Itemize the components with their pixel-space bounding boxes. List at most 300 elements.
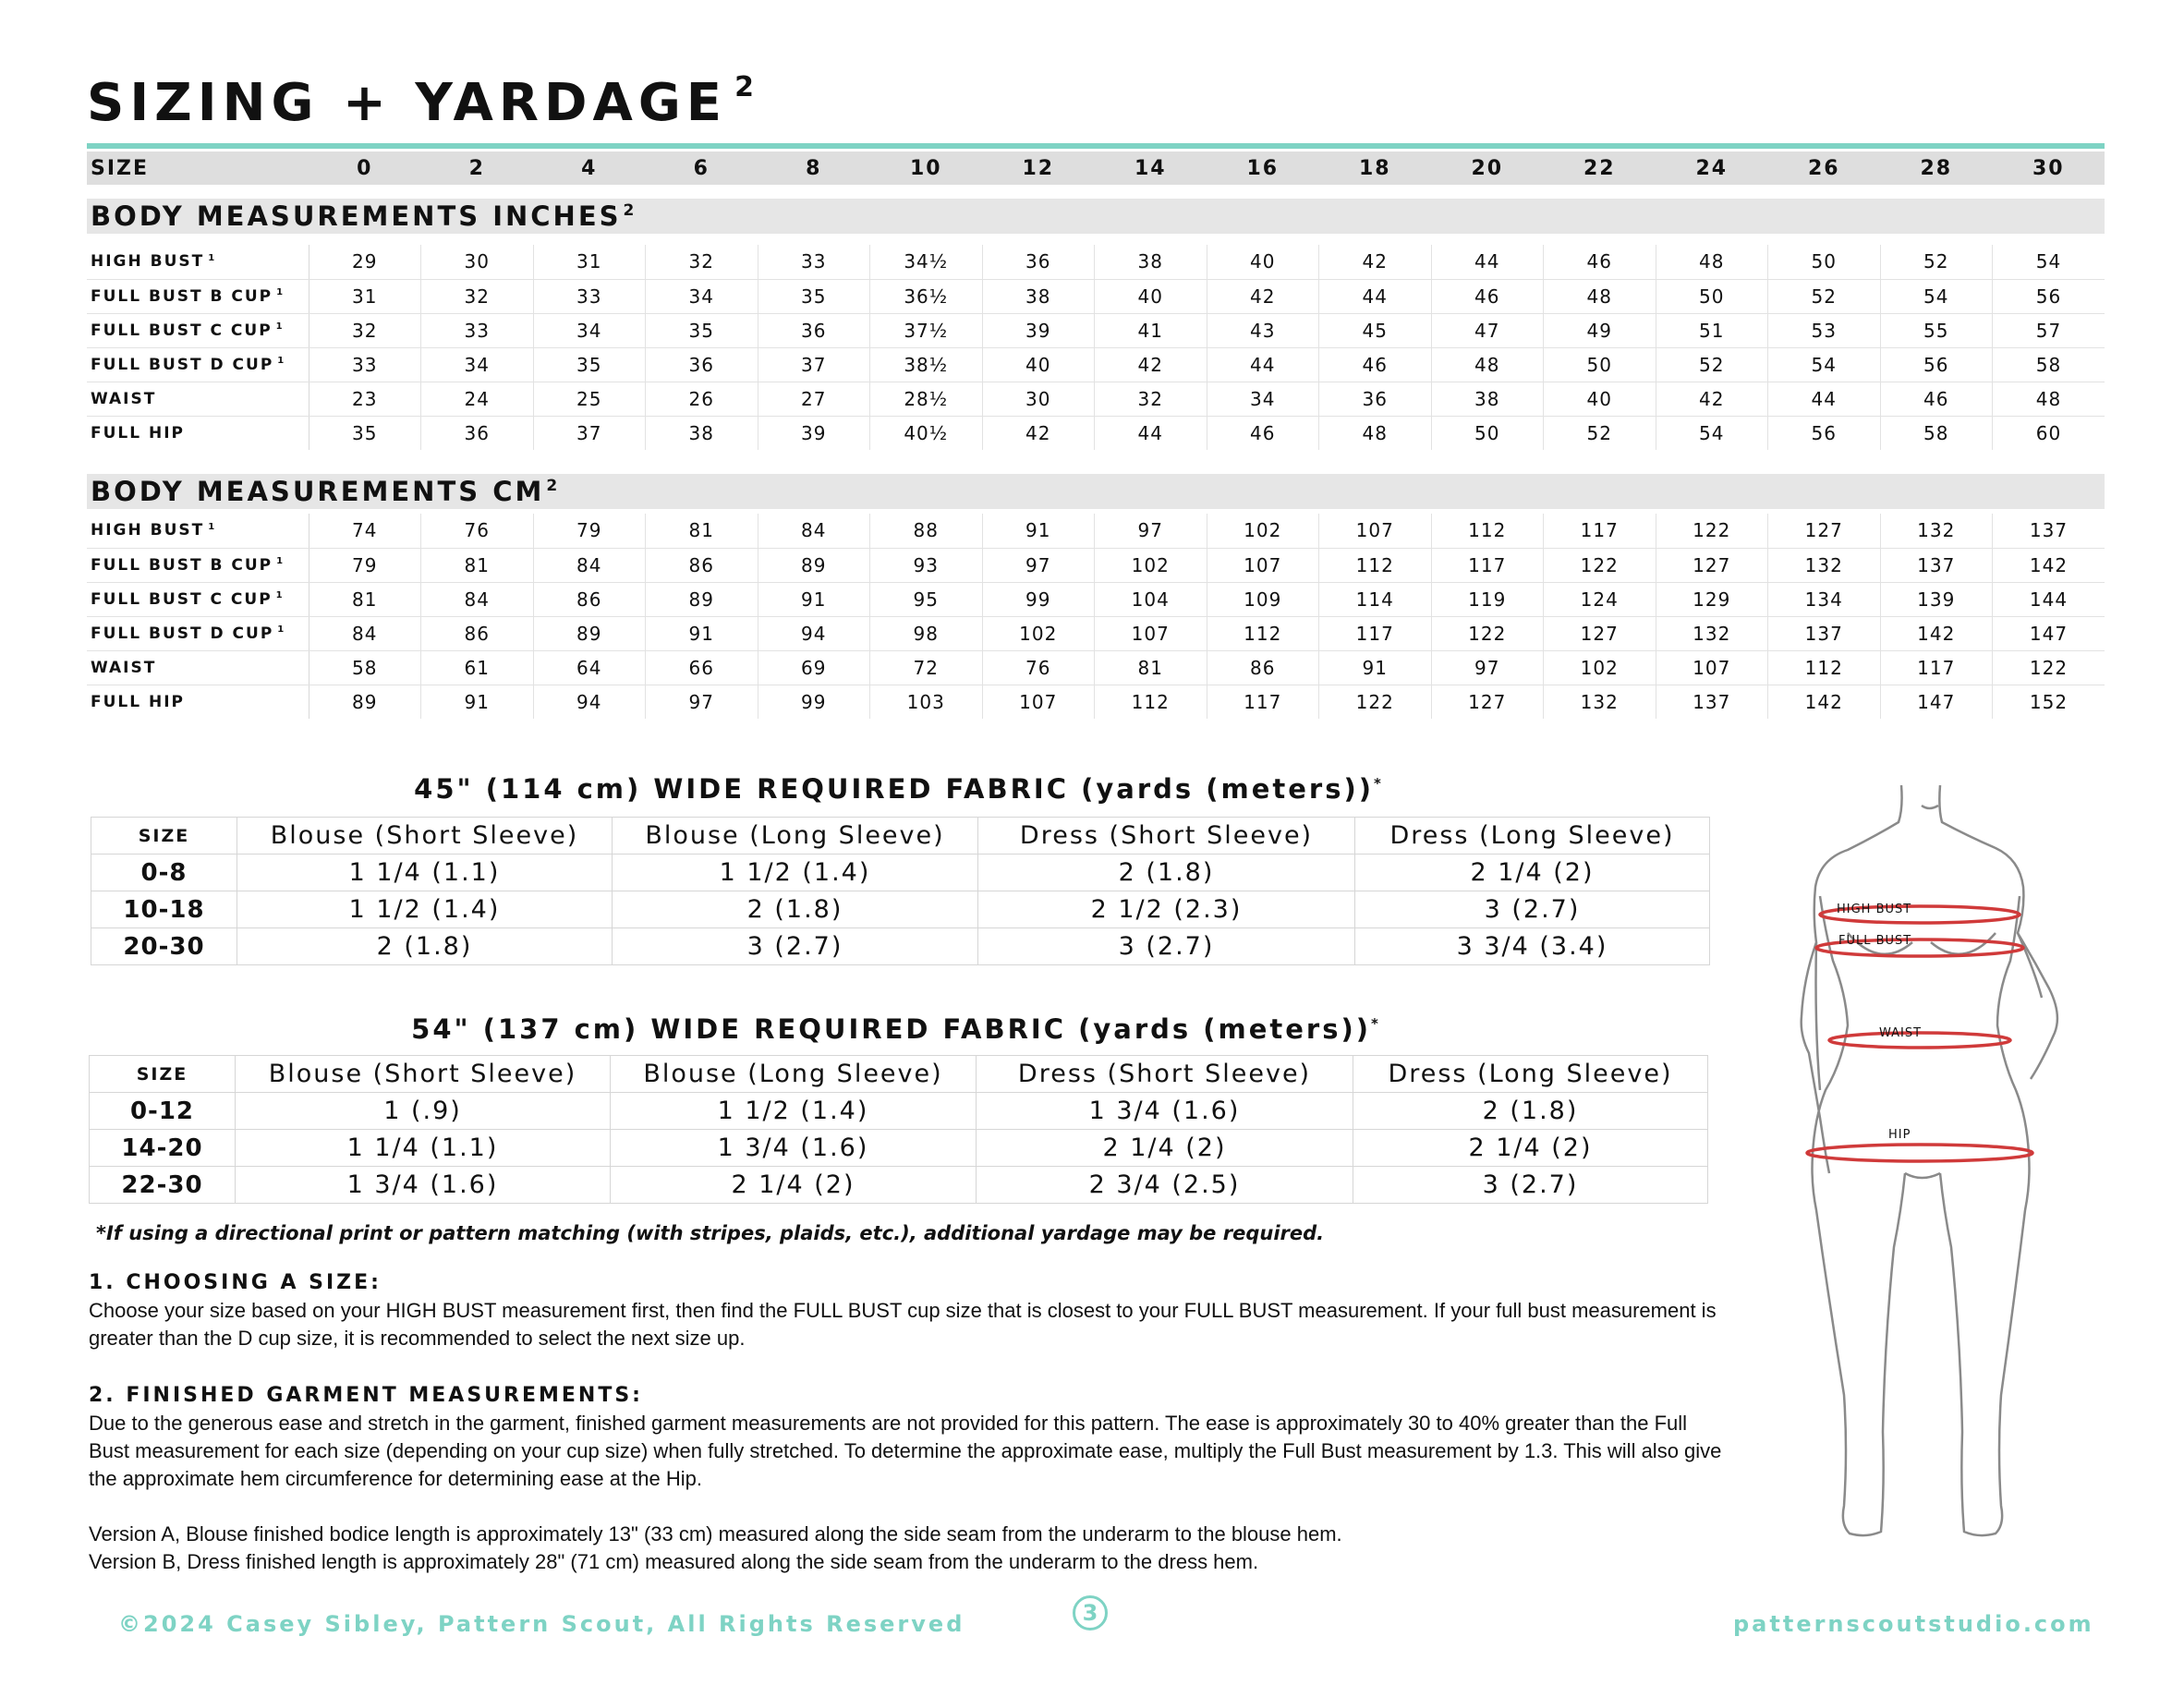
- measurement-value: 122: [1993, 650, 2105, 685]
- measurement-value: 97: [1095, 514, 1207, 548]
- yardage-value: 1 1/4 (1.1): [237, 855, 613, 891]
- measurement-value: 107: [1319, 514, 1432, 548]
- version-b-text: Version B, Dress finished length is approximately 28" (71 cm) measured along the side seam from the underarm to the dress hem.: [89, 1550, 1259, 1573]
- measurement-label: HIGH BUST $^1$: [87, 245, 309, 279]
- measurement-value: 28½: [870, 382, 983, 416]
- yardage-column-header: Dress (Long Sleeve): [1355, 818, 1710, 855]
- measurement-value: 117: [1544, 514, 1656, 548]
- measurement-value: 72: [870, 650, 983, 685]
- measurement-value: 91: [421, 685, 534, 719]
- yardage-size-range: 20-30: [91, 928, 237, 965]
- measurement-value: 91: [982, 514, 1095, 548]
- measurement-value: 127: [1768, 514, 1881, 548]
- measurement-value: 31: [533, 245, 646, 279]
- measurement-value: 39: [758, 416, 870, 450]
- measurement-row: [87, 279, 2105, 313]
- measurement-label: FULL HIP: [91, 692, 186, 711]
- measurement-label: HIGH BUST $^1$: [87, 514, 309, 548]
- version-a-text: Version A, Blouse finished bodice length is approximately 13" (33 cm) measured along the side seam from the underarm to the blouse hem.: [89, 1522, 1342, 1546]
- measurement-value: 36: [421, 416, 534, 450]
- measurement-value: 44: [1095, 416, 1207, 450]
- measurement-value: 86: [1207, 650, 1319, 685]
- measurement-value: 35: [533, 347, 646, 382]
- measurement-value: 44: [1768, 382, 1881, 416]
- measurement-value: 102: [982, 616, 1095, 650]
- measurement-value: 38: [646, 416, 758, 450]
- measurement-value: 58: [1993, 347, 2105, 382]
- measurement-value: 48: [1319, 416, 1432, 450]
- yardage-54-table: [89, 1055, 1708, 1204]
- yardage-value: 2 1/4 (2): [611, 1167, 977, 1204]
- choosing-size-text: Choose your size based on your HIGH BUST measurement first, then find the FULL BUST cup size that is closest to your FULL BUST measurement. If your full bust measurement is greater than the D cup size, it is recommended to select the next size up.: [89, 1299, 1717, 1350]
- measurement-value: 147: [1993, 616, 2105, 650]
- measurement-value: 44: [1431, 245, 1544, 279]
- measurement-value: 84: [758, 514, 870, 548]
- measurement-row: [87, 616, 2105, 650]
- yardage-size-range: 0-8: [91, 855, 237, 891]
- measurement-value: 56: [1993, 279, 2105, 313]
- measurement-value: 38: [982, 279, 1095, 313]
- high-bust-label: HIGH BUST: [1837, 903, 1912, 916]
- measurement-value: 84: [421, 582, 534, 616]
- measurement-value: 31: [309, 279, 421, 313]
- measurement-value: 34½: [870, 245, 983, 279]
- measurement-value: 61: [421, 650, 534, 685]
- measurement-value: 54: [1768, 347, 1881, 382]
- measurement-value: 33: [309, 347, 421, 382]
- measurement-value: 29: [309, 245, 421, 279]
- measurement-value: 55: [1880, 313, 1993, 347]
- measurement-value: 30: [982, 382, 1095, 416]
- measurement-value: 40½: [870, 416, 983, 450]
- measurement-value: 37½: [870, 313, 983, 347]
- measurement-value: 122: [1544, 548, 1656, 582]
- measurement-value: 51: [1656, 313, 1768, 347]
- measurement-value: 60: [1993, 416, 2105, 450]
- measurement-value: 48: [1993, 382, 2105, 416]
- measurement-value: 34: [1207, 382, 1319, 416]
- yardage-45-table: [91, 817, 1710, 965]
- measurement-value: 33: [421, 313, 534, 347]
- yardage-value: 2 1/2 (2.3): [978, 891, 1355, 928]
- measurement-value: 46: [1207, 416, 1319, 450]
- measurement-row: [87, 650, 2105, 685]
- yardage-row: [90, 1130, 1708, 1167]
- measurement-value: 84: [533, 548, 646, 582]
- measurement-value: 76: [982, 650, 1095, 685]
- measurement-value: 32: [309, 313, 421, 347]
- measurement-value: 64: [533, 650, 646, 685]
- yardage-column-header: Blouse (Long Sleeve): [613, 818, 978, 855]
- measurement-value: 112: [1207, 616, 1319, 650]
- measurement-value: 132: [1656, 616, 1768, 650]
- size-header-cell: 30: [2032, 156, 2065, 180]
- measurement-value: 102: [1095, 548, 1207, 582]
- cm-measurement-table: [87, 514, 2105, 719]
- measurement-value: 76: [421, 514, 534, 548]
- measurement-value: 41: [1095, 313, 1207, 347]
- measurement-value: 137: [1656, 685, 1768, 719]
- measurement-value: 142: [1880, 616, 1993, 650]
- yardage-column-header: Blouse (Long Sleeve): [611, 1056, 977, 1093]
- measurement-row: [87, 514, 2105, 548]
- size-header-cell: 4: [581, 156, 598, 180]
- measurement-value: 32: [1095, 382, 1207, 416]
- measurement-value: 56: [1880, 347, 1993, 382]
- measurement-value: 46: [1319, 347, 1432, 382]
- measurement-row: [87, 548, 2105, 582]
- yardage-row: [90, 1093, 1708, 1130]
- yardage-value: 1 1/2 (1.4): [613, 855, 978, 891]
- measurement-value: 50: [1768, 245, 1881, 279]
- measurement-value: 48: [1544, 279, 1656, 313]
- yardage-row: [91, 928, 1710, 965]
- measurement-value: 46: [1880, 382, 1993, 416]
- yardage-value: 1 3/4 (1.6): [236, 1167, 611, 1204]
- cm-section-title: BODY MEASUREMENTS CM $^2$: [87, 474, 2105, 509]
- yardage-size-range: 0-12: [90, 1093, 236, 1130]
- website-link[interactable]: patternscoutstudio.com: [1733, 1611, 2094, 1637]
- yardage-size-header: SIZE: [90, 1056, 236, 1093]
- measurement-row: [87, 416, 2105, 450]
- measurement-row: [87, 245, 2105, 279]
- measurement-value: 122: [1656, 514, 1768, 548]
- measurement-value: 147: [1880, 685, 1993, 719]
- yardage-column-header: Dress (Long Sleeve): [1353, 1056, 1708, 1093]
- measurement-value: 48: [1656, 245, 1768, 279]
- yardage-value: 3 (2.7): [1355, 891, 1710, 928]
- measurement-row: [87, 347, 2105, 382]
- measurement-value: 94: [533, 685, 646, 719]
- yardage-size-range: 14-20: [90, 1130, 236, 1167]
- yardage-row: [90, 1167, 1708, 1204]
- measurement-value: 107: [1095, 616, 1207, 650]
- full-bust-label: FULL BUST: [1838, 934, 1912, 948]
- measurement-value: 32: [421, 279, 534, 313]
- yardage-value: 1 3/4 (1.6): [977, 1093, 1353, 1130]
- measurement-value: 142: [1768, 685, 1881, 719]
- measurement-value: 79: [533, 514, 646, 548]
- measurement-value: 81: [646, 514, 758, 548]
- inches-measurement-table: [87, 245, 2105, 450]
- measurement-value: 37: [758, 347, 870, 382]
- choosing-size-heading: 1. CHOOSING A SIZE:: [89, 1271, 382, 1294]
- measurement-value: 74: [309, 514, 421, 548]
- measurement-value: 34: [421, 347, 534, 382]
- measurement-value: 132: [1880, 514, 1993, 548]
- measurement-value: 34: [533, 313, 646, 347]
- size-header-cell: 20: [1471, 156, 1504, 180]
- measurement-value: 112: [1095, 685, 1207, 719]
- measurement-value: 139: [1880, 582, 1993, 616]
- yardage-value: 2 1/4 (2): [1355, 855, 1710, 891]
- measurement-value: 99: [758, 685, 870, 719]
- measurement-value: 42: [1207, 279, 1319, 313]
- size-header-cell: 6: [693, 156, 710, 180]
- yardage-value: 3 (2.7): [613, 928, 978, 965]
- measurement-label: FULL BUST B CUP $^1$: [87, 279, 309, 313]
- measurement-value: 50: [1656, 279, 1768, 313]
- measurement-label: WAIST: [87, 650, 309, 685]
- yardage-row: [91, 891, 1710, 928]
- measurement-value: 50: [1431, 416, 1544, 450]
- measurement-value: 134: [1768, 582, 1881, 616]
- yardage-value: 2 (1.8): [978, 855, 1355, 891]
- measurement-value: 81: [309, 582, 421, 616]
- measurement-value: 117: [1880, 650, 1993, 685]
- measurement-value: 46: [1544, 245, 1656, 279]
- measurement-value: 119: [1431, 582, 1544, 616]
- measurement-label: FULL BUST D CUP $^1$: [87, 616, 309, 650]
- measurement-value: 43: [1207, 313, 1319, 347]
- size-header-cell: 14: [1134, 156, 1167, 180]
- yardage-54-title: 54" (137 cm) WIDE REQUIRED FABRIC (yards (meters))*: [411, 1013, 1381, 1045]
- measurement-value: 33: [758, 245, 870, 279]
- measurement-value: 107: [982, 685, 1095, 719]
- measurement-value: 86: [533, 582, 646, 616]
- size-header-bar: [87, 152, 2105, 185]
- size-header-cell: 24: [1695, 156, 1729, 180]
- measurement-value: 36: [758, 313, 870, 347]
- measurement-value: 52: [1656, 347, 1768, 382]
- measurement-value: 52: [1880, 245, 1993, 279]
- yardage-value: 1 3/4 (1.6): [611, 1130, 977, 1167]
- measurement-value: 48: [1431, 347, 1544, 382]
- measurement-value: 122: [1319, 685, 1432, 719]
- measurement-value: 93: [870, 548, 983, 582]
- measurement-value: 89: [646, 582, 758, 616]
- measurement-label: FULL HIP: [91, 423, 186, 442]
- measurement-value: 97: [646, 685, 758, 719]
- measurement-value: 58: [309, 650, 421, 685]
- title-rule: [87, 143, 2105, 149]
- measurement-value: 103: [870, 685, 983, 719]
- measurement-value: 95: [870, 582, 983, 616]
- yardage-size-range: 10-18: [91, 891, 237, 928]
- page-number: 3: [1073, 1595, 1108, 1630]
- measurement-value: 36: [1319, 382, 1432, 416]
- measurement-value: 52: [1768, 279, 1881, 313]
- measurement-value: 89: [758, 548, 870, 582]
- measurement-value: 137: [1880, 548, 1993, 582]
- yardage-row: [91, 855, 1710, 891]
- yardage-footnote: *If using a directional print or pattern matching (with stripes, plaids, etc.), additional yardage may be required.: [96, 1222, 1325, 1244]
- yardage-column-header: Dress (Short Sleeve): [977, 1056, 1353, 1093]
- yardage-column-header: Dress (Short Sleeve): [978, 818, 1355, 855]
- measurement-value: 81: [421, 548, 534, 582]
- measurement-value: 58: [1880, 416, 1993, 450]
- measurement-value: 127: [1431, 685, 1544, 719]
- measurement-value: 39: [982, 313, 1095, 347]
- measurement-value: 132: [1544, 685, 1656, 719]
- measurement-value: 107: [1656, 650, 1768, 685]
- measurement-value: 35: [646, 313, 758, 347]
- measurement-value: 112: [1319, 548, 1432, 582]
- size-header-cell: 0: [357, 156, 373, 180]
- measurement-value: 33: [533, 279, 646, 313]
- measurement-value: 34: [646, 279, 758, 313]
- yardage-size-header: SIZE: [91, 818, 237, 855]
- measurement-value: 86: [646, 548, 758, 582]
- yardage-column-header: Blouse (Short Sleeve): [236, 1056, 611, 1093]
- measurement-value: 32: [646, 245, 758, 279]
- measurement-value: 45: [1319, 313, 1432, 347]
- measurement-value: 91: [1319, 650, 1432, 685]
- measurement-value: 38½: [870, 347, 983, 382]
- measurement-value: 112: [1431, 514, 1544, 548]
- size-header-label: SIZE: [91, 156, 150, 180]
- yardage-value: 1 1/4 (1.1): [236, 1130, 611, 1167]
- measurement-value: 91: [646, 616, 758, 650]
- measurement-value: 84: [309, 616, 421, 650]
- measurement-value: 89: [309, 685, 421, 719]
- measurement-value: 91: [758, 582, 870, 616]
- yardage-value: 2 (1.8): [1353, 1093, 1708, 1130]
- measurement-value: 40: [1207, 245, 1319, 279]
- measurement-value: 69: [758, 650, 870, 685]
- measurement-value: 152: [1993, 685, 2105, 719]
- size-header-cell: 10: [909, 156, 942, 180]
- yardage-value: 1 1/2 (1.4): [611, 1093, 977, 1130]
- measurement-value: 38: [1431, 382, 1544, 416]
- measurement-value: 44: [1319, 279, 1432, 313]
- size-header-cell: 22: [1583, 156, 1616, 180]
- measurement-value: 42: [982, 416, 1095, 450]
- measurement-value: 112: [1768, 650, 1881, 685]
- finished-measurements-text: Due to the generous ease and stretch in the garment, finished garment measurements are not provided for this pattern. The ease is approximately 30 to 40% greater than the Full Bust measurement for each size (depending on your cup size) when fully stretched. To determine the approximate ease, multiply the Full Bust measurement by 1.3. This will also give the approximate hem circumference for determining ease at the Hip.: [89, 1412, 1722, 1490]
- measurement-value: 114: [1319, 582, 1432, 616]
- measurement-row: [87, 382, 2105, 416]
- measurement-value: 99: [982, 582, 1095, 616]
- measurement-value: 46: [1431, 279, 1544, 313]
- yardage-header-row: [90, 1056, 1708, 1093]
- measurement-value: 117: [1207, 685, 1319, 719]
- measurement-value: 102: [1207, 514, 1319, 548]
- measurement-label: FULL BUST B CUP $^1$: [87, 548, 309, 582]
- copyright: ©2024 Casey Sibley, Pattern Scout, All Rights Reserved: [118, 1611, 965, 1637]
- body-measurement-figure: [1792, 785, 2088, 1570]
- measurement-value: 24: [421, 382, 534, 416]
- size-header-cell: 8: [806, 156, 822, 180]
- measurement-value: 52: [1544, 416, 1656, 450]
- yardage-value: 3 (2.7): [1353, 1167, 1708, 1204]
- measurement-value: 25: [533, 382, 646, 416]
- size-header-cell: 12: [1022, 156, 1055, 180]
- measurement-value: 144: [1993, 582, 2105, 616]
- measurement-value: 79: [309, 548, 421, 582]
- yardage-size-range: 22-30: [90, 1167, 236, 1204]
- measurement-row: [87, 685, 2105, 719]
- measurement-value: 104: [1095, 582, 1207, 616]
- measurement-value: 54: [1880, 279, 1993, 313]
- size-header-cell: 28: [1920, 156, 1953, 180]
- measurement-label: FULL BUST C CUP $^1$: [87, 582, 309, 616]
- measurement-value: 53: [1768, 313, 1881, 347]
- measurement-value: 38: [1095, 245, 1207, 279]
- yardage-column-header: Blouse (Short Sleeve): [237, 818, 613, 855]
- yardage-value: 2 (1.8): [237, 928, 613, 965]
- measurement-value: 36½: [870, 279, 983, 313]
- measurement-value: 36: [982, 245, 1095, 279]
- measurement-value: 42: [1095, 347, 1207, 382]
- measurement-value: 137: [1768, 616, 1881, 650]
- measurement-value: 66: [646, 650, 758, 685]
- measurement-value: 89: [533, 616, 646, 650]
- measurement-value: 129: [1656, 582, 1768, 616]
- measurement-value: 42: [1656, 382, 1768, 416]
- measurement-label: WAIST: [87, 382, 309, 416]
- measurement-value: 97: [982, 548, 1095, 582]
- measurement-value: 23: [309, 382, 421, 416]
- yardage-45-title: 45" (114 cm) WIDE REQUIRED FABRIC (yards (meters))*: [414, 773, 1384, 805]
- measurement-value: 40: [1095, 279, 1207, 313]
- size-header-cell: 18: [1358, 156, 1391, 180]
- measurement-value: 102: [1544, 650, 1656, 685]
- measurement-value: 49: [1544, 313, 1656, 347]
- measurement-value: 86: [421, 616, 534, 650]
- measurement-value: 107: [1207, 548, 1319, 582]
- measurement-value: 109: [1207, 582, 1319, 616]
- waist-label: WAIST: [1879, 1026, 1923, 1040]
- size-header-cell: 26: [1807, 156, 1840, 180]
- measurement-value: 54: [1993, 245, 2105, 279]
- yardage-value: 2 1/4 (2): [1353, 1130, 1708, 1167]
- measurement-row: [87, 313, 2105, 347]
- yardage-value: 3 3/4 (3.4): [1355, 928, 1710, 965]
- measurement-value: 42: [1319, 245, 1432, 279]
- measurement-value: 81: [1095, 650, 1207, 685]
- measurement-value: 40: [1544, 382, 1656, 416]
- measurement-value: 44: [1207, 347, 1319, 382]
- page-title: SIZING + YARDAGE $^2$: [87, 71, 754, 133]
- measurement-value: 36: [646, 347, 758, 382]
- measurement-value: 57: [1993, 313, 2105, 347]
- measurement-value: 122: [1431, 616, 1544, 650]
- measurement-value: 37: [533, 416, 646, 450]
- measurement-value: 142: [1993, 548, 2105, 582]
- measurement-value: 97: [1431, 650, 1544, 685]
- measurement-value: 117: [1319, 616, 1432, 650]
- measurement-value: 40: [982, 347, 1095, 382]
- measurement-value: 117: [1431, 548, 1544, 582]
- inches-section-title: BODY MEASUREMENTS INCHES $^2$: [87, 199, 2105, 234]
- yardage-value: 2 3/4 (2.5): [977, 1167, 1353, 1204]
- yardage-value: 2 (1.8): [613, 891, 978, 928]
- measurement-value: 137: [1993, 514, 2105, 548]
- measurement-value: 132: [1768, 548, 1881, 582]
- yardage-value: 3 (2.7): [978, 928, 1355, 965]
- measurement-value: 27: [758, 382, 870, 416]
- measurement-value: 54: [1656, 416, 1768, 450]
- yardage-value: 1 1/2 (1.4): [237, 891, 613, 928]
- measurement-value: 50: [1544, 347, 1656, 382]
- size-header-cell: 2: [468, 156, 485, 180]
- yardage-value: 1 (.9): [236, 1093, 611, 1130]
- yardage-value: 2 1/4 (2): [977, 1130, 1353, 1167]
- measurement-value: 56: [1768, 416, 1881, 450]
- finished-measurements-heading: 2. FINISHED GARMENT MEASUREMENTS:: [89, 1384, 643, 1407]
- measurement-value: 30: [421, 245, 534, 279]
- measurement-value: 98: [870, 616, 983, 650]
- measurement-value: 26: [646, 382, 758, 416]
- measurement-value: 35: [309, 416, 421, 450]
- body-outline-illustration: [1792, 785, 2088, 1570]
- measurement-label: FULL BUST D CUP $^1$: [87, 347, 309, 382]
- measurement-row: [87, 582, 2105, 616]
- measurement-label: FULL BUST C CUP $^1$: [87, 313, 309, 347]
- measurement-value: 124: [1544, 582, 1656, 616]
- measurement-value: 88: [870, 514, 983, 548]
